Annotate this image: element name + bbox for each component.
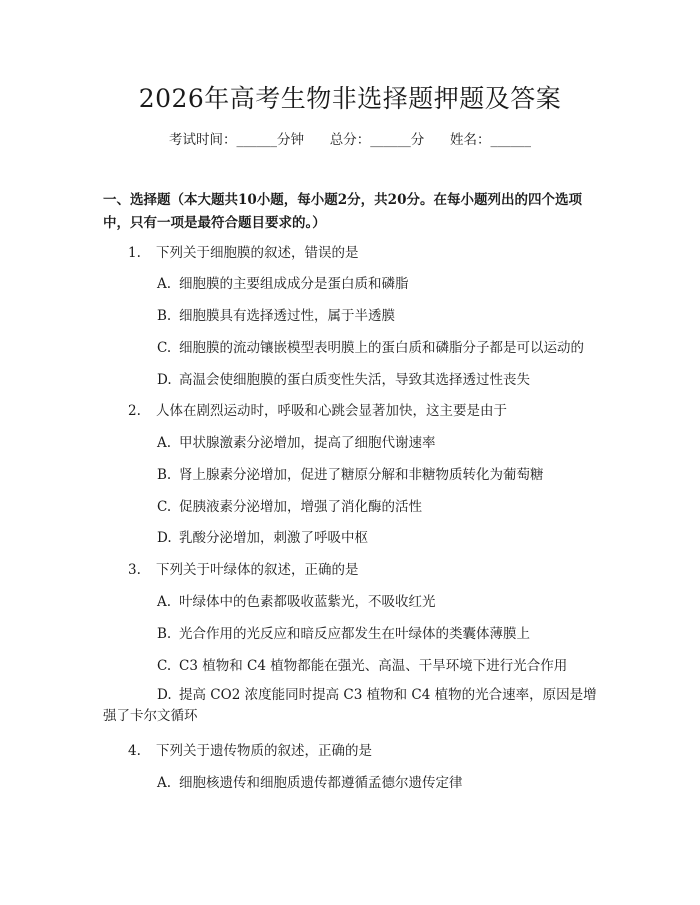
question-3-stem [128,561,359,579]
option-text: 细胞膜的主要组成成分是蛋白质和磷脂 [179,276,409,292]
question-1-option-a [157,275,409,293]
section-heading: 一、选择题（本大题共10小题，每小题2分，共20分。在每小题列出的四个选项中，只有一项是最符合题目要求的。） [103,192,582,231]
option-letter: A. [157,594,172,610]
option-letter: C. [157,499,172,515]
option-letter: B. [157,467,172,483]
option-letter: D. [157,530,172,546]
question-3-option-c [157,657,567,675]
option-letter: C. [157,658,172,674]
question-text: 下列关于叶绿体的叙述，正确的是 [156,562,359,578]
option-text: 提高 CO2 浓度能同时提高 C3 植物和 C4 植物的光合速率，原因是增强了卡尔文循环 [103,687,597,724]
option-text: 细胞膜的流动镶嵌模型表明膜上的蛋白质和磷脂分子都是可以运动的 [179,340,584,356]
exam-meta-line: 考试时间：______分钟 总分：______分 姓名：______ [169,132,531,148]
option-text: 叶绿体中的色素都吸收蓝紫光，不吸收红光 [179,594,436,610]
option-text: 细胞核遗传和细胞质遗传都遵循孟德尔遗传定律 [179,775,463,791]
option-text: C3 植物和 C4 植物都能在强光、高温、干旱环境下进行光合作用 [179,658,568,674]
question-2-option-a [157,434,436,452]
question-1-option-d [157,371,530,389]
page-title: 2026年高考生物非选择题押题及答案 [138,84,562,113]
question-4-stem [128,742,372,760]
question-number: 1. [128,245,141,261]
option-letter: B. [157,626,172,642]
question-3-option-b [157,625,530,643]
option-text: 细胞膜具有选择透过性，属于半透膜 [179,308,395,324]
option-letter: B. [157,308,172,324]
option-letter: D. [157,372,172,388]
question-2-stem [128,402,507,420]
question-number: 2. [128,403,141,419]
question-number: 4. [128,743,141,759]
question-text: 下列关于遗传物质的叙述，正确的是 [156,743,372,759]
question-3-option-a [157,593,436,611]
option-text: 高温会使细胞膜的蛋白质变性失活，导致其选择透过性丧失 [179,372,530,388]
option-letter: C. [157,340,172,356]
option-text: 促胰液素分泌增加，增强了消化酶的活性 [179,499,422,515]
question-2-option-d [157,529,368,547]
option-text: 光合作用的光反应和暗反应都发生在叶绿体的类囊体薄膜上 [179,626,530,642]
option-letter: A. [157,435,172,451]
option-letter: A. [157,775,172,791]
question-1-option-c [157,339,584,357]
question-1-stem [128,244,359,262]
option-text: 乳酸分泌增加，刺激了呼吸中枢 [179,530,368,546]
question-number: 3. [128,562,141,578]
question-text: 人体在剧烈运动时，呼吸和心跳会显著加快，这主要是由于 [156,403,507,419]
option-text: 肾上腺素分泌增加，促进了糖原分解和非糖物质转化为葡萄糖 [179,467,544,483]
question-text: 下列关于细胞膜的叙述，错误的是 [156,245,359,261]
question-1-option-b [157,307,395,325]
option-text: 甲状腺激素分泌增加，提高了细胞代谢速率 [179,435,436,451]
question-4-option-a [157,774,463,792]
question-3-option-d [103,685,600,727]
question-2-option-c [157,498,422,516]
option-letter: A. [157,276,172,292]
question-2-option-b [157,466,544,484]
option-letter: D. [157,687,172,703]
